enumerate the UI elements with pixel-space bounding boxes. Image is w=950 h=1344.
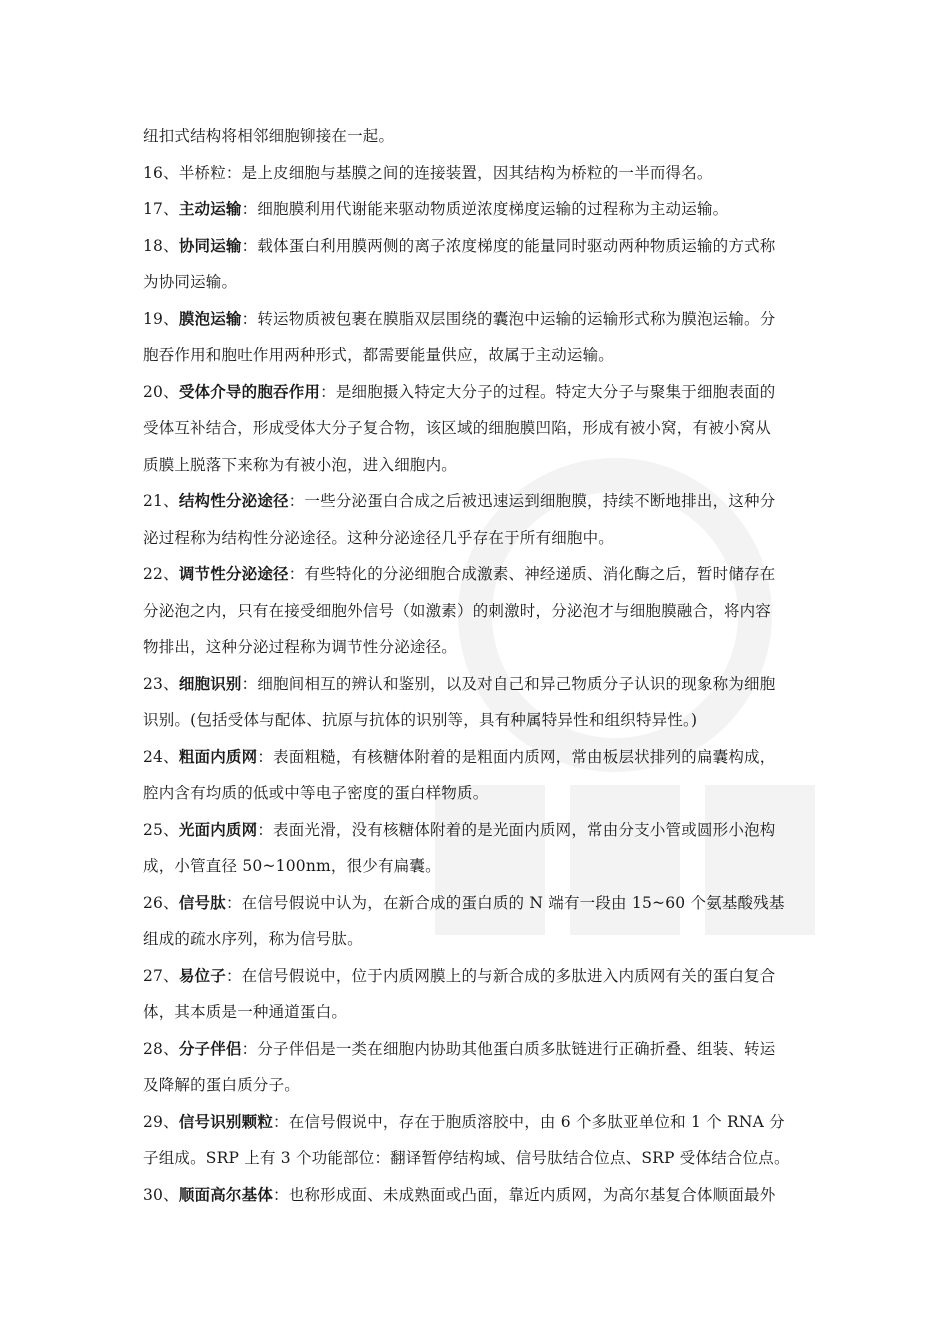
entry-text: 物排出，这种分泌过程称为调节性分泌途径。: [143, 638, 458, 656]
entry-number: 29、: [143, 1112, 179, 1131]
text-line: [143, 739, 813, 776]
entry-text: 泌过程称为结构性分泌途径。这种分泌途径几乎存在于所有细胞中。: [143, 528, 615, 547]
glossary-entry: [143, 1104, 813, 1177]
entry-text: 子组成。SRP 上有 3 个功能部位：翻译暂停结构域、信号肽结合位点、SRP 受体结合位点。: [143, 1149, 790, 1167]
text-line: [143, 994, 813, 1031]
text-line: [143, 556, 813, 593]
entry-text: 体，其本质是一种通道蛋白。: [143, 1003, 348, 1021]
entry-text: ：分子伴侣是一类在细胞内协助其他蛋白质多肽链进行正确折叠、组装、转运: [241, 1039, 776, 1058]
glossary-entry: [143, 155, 813, 192]
entry-text: 胞吞作用和胞吐作用两种形式，都需要能量供应，故属于主动运输。: [143, 346, 615, 364]
glossary-entry: [143, 374, 813, 484]
entry-term: 信号肽: [178, 892, 226, 912]
text-line: [143, 921, 813, 958]
text-line: [143, 666, 813, 703]
text-line: [143, 593, 813, 630]
entry-text: 质膜上脱落下来称为有被小泡，进入细胞内。: [143, 455, 458, 474]
glossary-entry: [143, 118, 813, 155]
entry-text: 及降解的蛋白质分子。: [143, 1076, 301, 1094]
text-line: [143, 629, 813, 666]
entry-number: 16、: [143, 163, 179, 182]
entry-text: 识别。(包括受体与配体、抗原与抗体的识别等，具有种属特异性和组织特异性。): [143, 711, 698, 729]
text-line: [143, 337, 813, 374]
entry-term: 光面内质网: [178, 819, 258, 839]
entry-number: 28、: [143, 1039, 179, 1058]
text-line: [143, 447, 813, 484]
text-line: [143, 264, 813, 301]
text-line: [143, 885, 813, 922]
entry-text: 组成的疏水序列，称为信号肽。: [143, 930, 363, 948]
entry-text: ：在信号假说中，位于内质网膜上的与新合成的多肽进入内质网有关的蛋白复合: [225, 966, 776, 985]
entry-text: ：细胞膜利用代谢能来驱动物质逆浓度梯度运输的过程称为主动运输。: [241, 200, 729, 218]
entry-term: 顺面高尔基体: [178, 1184, 274, 1204]
entry-number: 23、: [143, 674, 179, 693]
entry-term: 调节性分泌途径: [178, 564, 289, 583]
glossary-entry: [143, 666, 813, 739]
text-line: [143, 1104, 813, 1141]
entry-number: 30、: [143, 1185, 179, 1204]
text-line: [143, 228, 813, 265]
glossary-entry: [143, 1177, 813, 1214]
text-line: [143, 483, 813, 520]
glossary-entry: [143, 1031, 813, 1104]
entry-text: 受体互补结合，形成受体大分子复合物，该区域的细胞膜凹陷，形成有被小窝，有被小窝从: [143, 419, 772, 437]
text-line: [143, 775, 813, 812]
entry-term: 易位子: [178, 965, 226, 985]
text-line: [143, 410, 813, 447]
entry-number: 22、: [143, 565, 179, 583]
entry-term: 分子伴侣: [178, 1038, 242, 1058]
entry-number: 27、: [143, 966, 179, 985]
text-line: [143, 702, 813, 739]
text-line: [143, 1177, 813, 1214]
entry-text: ：在信号假说中认为，在新合成的蛋白质的 N 端有一段由 15~60 个氨基酸残基: [225, 893, 785, 912]
entry-text: ：细胞间相互的辨认和鉴别，以及对自己和异己物质分子认识的现象称为细胞: [241, 674, 776, 693]
entry-text: 半桥粒：是上皮细胞与基膜之间的连接装置，因其结构为桥粒的一半而得名。: [178, 163, 713, 182]
glossary-entry: [143, 301, 813, 374]
entry-text: 腔内含有均质的低或中等电子密度的蛋白样物质。: [143, 784, 489, 802]
entry-term: 主动运输: [178, 199, 242, 218]
text-line: [143, 812, 813, 849]
entry-text: ：一些分泌蛋白合成之后被迅速运到细胞膜，持续不断地排出，这种分: [288, 492, 776, 510]
glossary-entry: [143, 958, 813, 1031]
text-line: [143, 1031, 813, 1068]
entry-text: ：是细胞摄入特定大分子的过程。特定大分子与聚集于细胞表面的: [320, 382, 776, 401]
entry-term: 受体介导的胞吞作用: [178, 381, 321, 401]
entry-text: 为协同运输。: [143, 273, 238, 291]
entry-number: 24、: [143, 747, 179, 766]
entry-text: ：在信号假说中，存在于胞质溶胶中，由 6 个多肽亚单位和 1 个 RNA 分: [273, 1112, 785, 1131]
glossary-entry: [143, 483, 813, 556]
entry-number: 20、: [143, 382, 179, 401]
text-line: [143, 958, 813, 995]
text-line: [143, 1067, 813, 1104]
entry-number: 26、: [143, 893, 179, 912]
glossary-entry: [143, 885, 813, 958]
entry-number: 19、: [143, 309, 179, 328]
entry-text: ：也称形成面、未成熟面或凸面，靠近内质网，为高尔基复合体顺面最外: [273, 1185, 776, 1204]
entry-term: 细胞识别: [178, 673, 242, 693]
glossary-entry: [143, 191, 813, 228]
text-line: [143, 155, 813, 192]
entry-number: 18、: [143, 236, 179, 255]
glossary-entry: [143, 556, 813, 666]
glossary-entry: [143, 812, 813, 885]
entry-text: ：转运物质被包裹在膜脂双层围绕的囊泡中运输的运输形式称为膜泡运输。分: [241, 309, 776, 328]
glossary-entry: [143, 739, 813, 812]
entry-text: 纽扣式结构将相邻细胞铆接在一起。: [143, 127, 395, 145]
text-line: [143, 301, 813, 338]
text-line: [143, 118, 813, 155]
entry-text: 分泌泡之内，只有在接受细胞外信号（如激素）的刺激时，分泌泡才与细胞膜融合，将内容: [143, 601, 772, 620]
entry-number: 25、: [143, 820, 179, 839]
entry-term: 膜泡运输: [178, 308, 242, 328]
text-line: [143, 191, 813, 228]
entry-number: 21、: [143, 492, 179, 510]
glossary-content: [143, 118, 813, 1213]
entry-text: ：有些特化的分泌细胞合成激素、神经递质、消化酶之后，暂时储存在: [288, 565, 776, 583]
glossary-entry: [143, 228, 813, 301]
entry-term: 结构性分泌途径: [178, 491, 289, 510]
entry-text: ：表面光滑，没有核糖体附着的是光面内质网，常由分支小管或圆形小泡构: [257, 820, 776, 839]
text-line: [143, 374, 813, 411]
text-line: [143, 520, 813, 557]
entry-number: 17、: [143, 200, 179, 218]
entry-text: ：表面粗糙，有核糖体附着的是粗面内质网，常由板层状排列的扁囊构成，: [257, 747, 776, 766]
entry-term: 协同运输: [178, 235, 242, 255]
text-line: [143, 1140, 813, 1177]
entry-text: ：载体蛋白利用膜两侧的离子浓度梯度的能量同时驱动两种物质运输的方式称: [241, 236, 776, 255]
entry-term: 信号识别颗粒: [178, 1111, 274, 1131]
entry-term: 粗面内质网: [178, 746, 258, 766]
entry-text: 成，小管直径 50~100nm，很少有扁囊。: [143, 857, 441, 875]
text-line: [143, 848, 813, 885]
